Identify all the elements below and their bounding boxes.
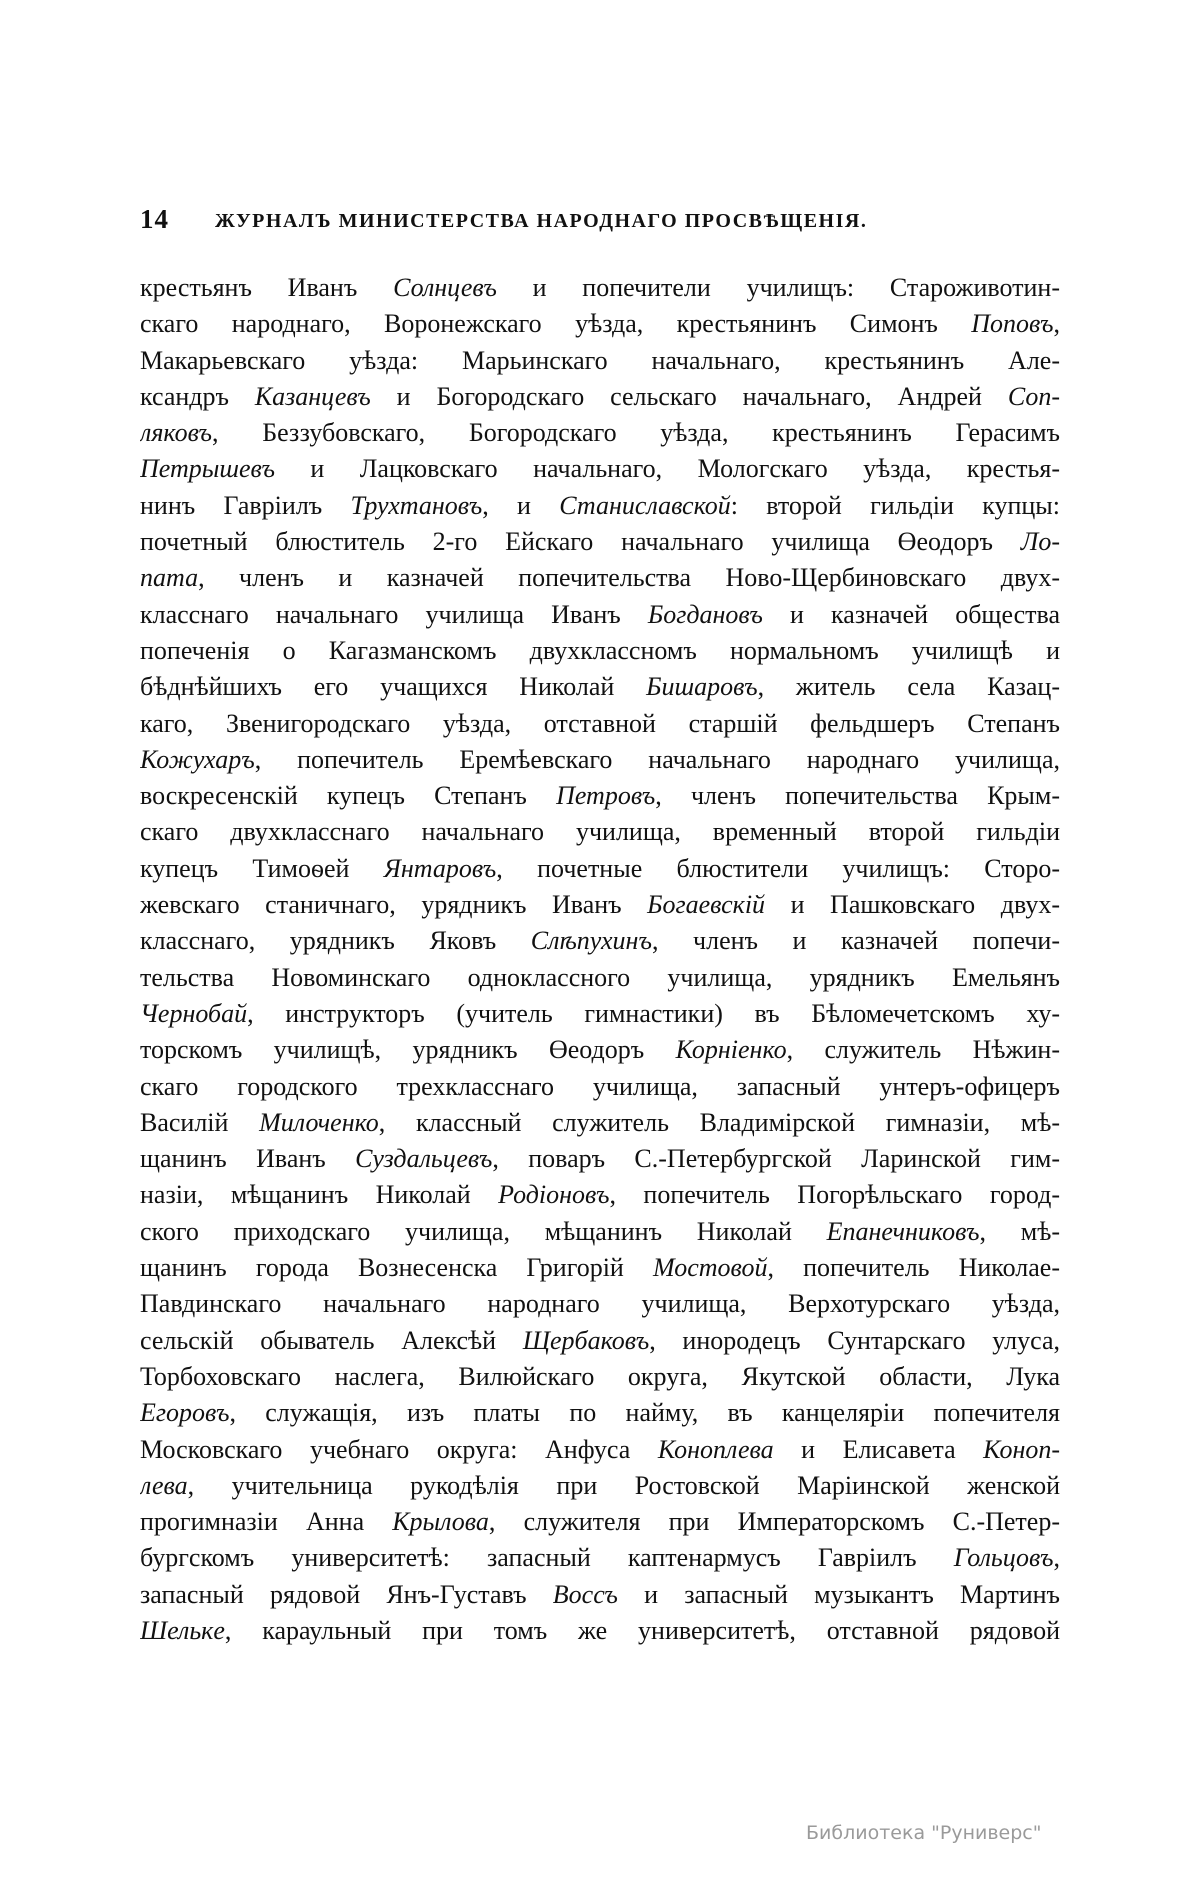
text-line: прогимназіи Анна Крылова, служителя при Императорскомъ С.-Петер- (140, 1507, 1060, 1537)
text-line: Московскаго учебнаго округа: Анфуса Коноплева и Елисавета Коноп- (140, 1434, 1060, 1464)
text-line: Шелькe, караульный при томъ же университетѣ, отставной рядовой (140, 1615, 1060, 1645)
text-line: жевскаго станичнаго, урядникъ Иванъ Богаевскій и Пашковскаго двух- (140, 890, 1060, 920)
text-line: Павдинскаго начальнаго народнаго училища, Верхотурскаго уѣзда, (140, 1289, 1060, 1319)
text-line: почетный блюститель 2-го Ейскаго начальнаго училища Өеодоръ Ло- (140, 527, 1060, 557)
text-line: ксандръ Казанцевъ и Богородскаго сельскаго начальнаго, Андрей Соп- (140, 381, 1060, 411)
text-line: Торбоховскаго наслега, Вилюйскаго округа, Якутской области, Лука (140, 1361, 1060, 1391)
text-line: купецъ Тимоѳей Янтаровъ, почетные блюстители училищъ: Сторо- (140, 853, 1060, 883)
text-line: скаго народнаго, Воронежскаго уѣзда, крестьянинъ Симонъ Поповъ, (140, 309, 1060, 339)
text-line: лева, учительница рукодѣлія при Ростовской Маріинской женской (140, 1470, 1060, 1500)
text-line: воскресенскій купецъ Степанъ Петровъ, членъ попечительства Крым- (140, 781, 1060, 811)
text-line: назіи, мѣщанинъ Николай Родіоновъ, попечитель Погорѣльскаго город- (140, 1180, 1060, 1210)
text-line: Кожухаръ, попечитель Еремѣевскаго начальнаго народнаго училища, (140, 744, 1060, 774)
text-line: нинъ Гавріилъ Трухтановъ, и Станиславской: второй гильдіи купцы: (140, 490, 1060, 520)
text-line: Егоровъ, служащія, изъ платы по найму, въ канцеляріи попечителя (140, 1398, 1060, 1428)
text-line: тельства Новоминскаго одноклассного училища, урядникъ Емельянъ (140, 962, 1060, 992)
library-watermark: Библиотека "Руниверс" (806, 1822, 1042, 1844)
text-line: сельскій обыватель Алексѣй Щербаковъ, инородецъ Сунтарскаго улуса, (140, 1325, 1060, 1355)
text-line: ляковъ, Беззубовскаго, Богородскаго уѣзда, крестьянинъ Герасимъ (140, 418, 1060, 448)
text-line: Чернобай, инструкторъ (учитель гимнастики) въ Бѣломечетскомъ ху- (140, 998, 1060, 1028)
journal-title: ЖУРНАЛЪ МИНИСТЕРСТВА НАРОДНАГО ПРОСВѢЩЕНІЯ. (215, 210, 868, 232)
text-line: бургскомъ университетѣ: запасный каптенармусъ Гавріилъ Гольцовъ, (140, 1543, 1060, 1573)
text-line: крестьянъ Иванъ Солнцевъ и попечители училищъ: Староживотин- (140, 273, 1060, 302)
text-line: класснаго, урядникъ Яковъ Слѣпухинъ, членъ и казначей попечи- (140, 926, 1060, 956)
text-line: попеченія о Кагазманскомъ двухклассномъ нормальномъ училищѣ и (140, 635, 1060, 665)
text-line: Петрышевъ и Лацковскаго начальнаго, Мологскаго уѣзда, крестья- (140, 454, 1060, 484)
text-line: скаго двухкласснаго начальнаго училища, временный второй гильдіи (140, 817, 1060, 847)
text-line: запасный рядовой Янъ-Густавъ Воссъ и запасный музыкантъ Мартинъ (140, 1579, 1060, 1609)
text-line: бѣднѣйшихъ его учащихся Николай Бишаровъ, житель села Казац- (140, 672, 1060, 702)
text-line: щанинъ города Вознесенска Григорій Мостовой, попечитель Николае- (140, 1253, 1060, 1283)
text-line: скаго городского трехкласснаго училища, запасный унтеръ-офицеръ (140, 1071, 1060, 1101)
text-line: Макарьевскаго уѣзда: Марьинскаго начальнаго, крестьянинъ Але- (140, 345, 1060, 375)
page-number: 14 (140, 204, 169, 234)
text-line: класснаго начальнаго училища Иванъ Богдановъ и казначей общества (140, 599, 1060, 629)
body-text (140, 270, 1060, 1649)
text-line: ского приходскаго училища, мѣщанинъ Николай Епанечниковъ, мѣ- (140, 1216, 1060, 1246)
text-line: пата, членъ и казначей попечительства Ново-Щербиновскаго двух- (140, 563, 1060, 593)
text-line: каго, Звенигородскаго уѣзда, отставной старшій фельдшеръ Степанъ (140, 708, 1060, 738)
text-line: щанинъ Иванъ Суздальцевъ, поваръ С.-Петербургской Ларинской гим- (140, 1144, 1060, 1174)
text-line: торскомъ училищѣ, урядникъ Өеодоръ Корніенко, служитель Нѣжин- (140, 1035, 1060, 1065)
text-line: Василій Милоченко, классный служитель Владимірской гимназіи, мѣ- (140, 1107, 1060, 1137)
running-head (140, 204, 1060, 240)
